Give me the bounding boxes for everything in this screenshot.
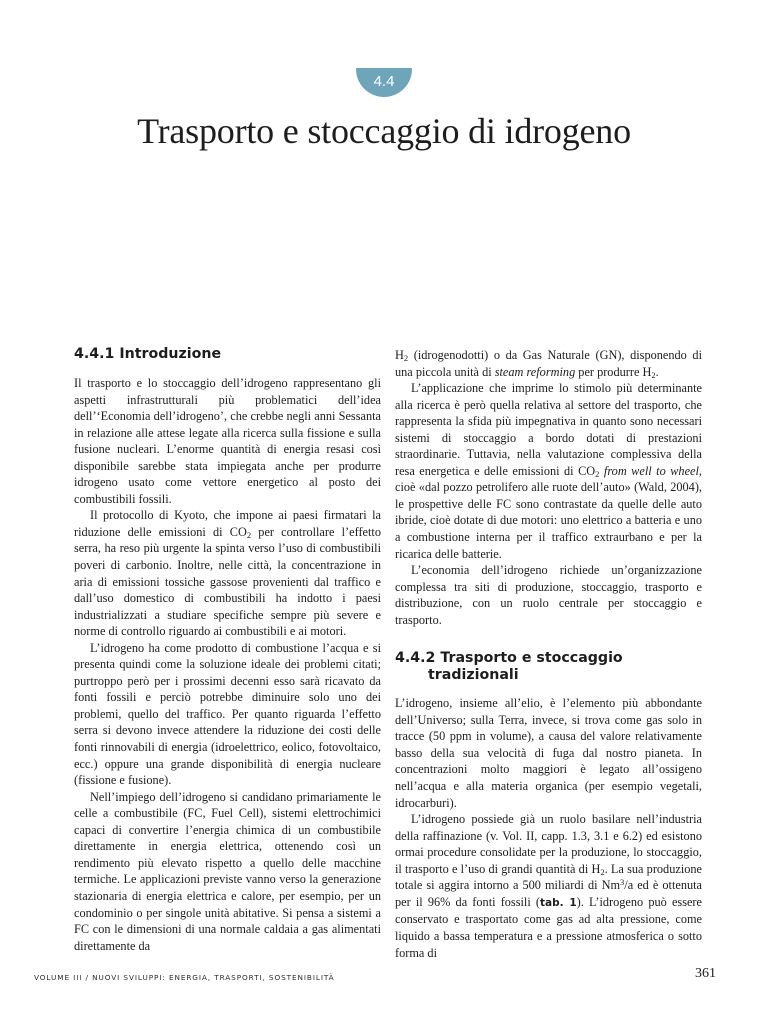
paragraph (74, 507, 381, 639)
italic-term: steam reforming (494, 364, 576, 379)
paragraph-text: L’applicazione che imprime lo stimolo più determinante alla ricerca è però quella relativa al settore del trasporto, che rappresenta la sfida più impegnativa in quanto sono necessari sistemi di stoccaggio a bordo dotati di prestazioni straordinarie. Tuttavia, nella valutazione complessiva della resa energetica e delle emissioni di CO (395, 381, 702, 478)
paragraph-text: Nell’impiego dell’idrogeno si candidano primariamente le celle a combustibile (FC, Fuel Cell), sistemi elettrochimici capaci di convertire l’energia chimica di un combustibile direttamente in energia elettrica, ottenendo così un rendimento più elevato rispetto a quello delle macchine termiche. Le applicazioni previste vanno verso la generazione stazionaria di energia elettrica e calore, per esempio, per un condominio o per singole unità abitative. Si pensa a sistemi a FC con le dimensioni di una normale caldaia a gas alimentati direttamente da (74, 789, 381, 953)
subscript: 2 (651, 369, 656, 380)
section-heading-trasporto (395, 650, 702, 684)
paragraph (395, 347, 702, 380)
paragraph-text: L’idrogeno possiede già un ruolo basilare nell’industria della raffinazione (v. Vol. II, capp. 1.3, 3.1 e 6.2) ed esistono ormai procedure consolidate per la produzione, lo stoccaggio, il trasporto e l’uso di grandi quantità di H (395, 812, 702, 876)
subscript: 2 (600, 866, 605, 877)
section-number: 4.4 (373, 73, 395, 90)
page-number: 361 (695, 966, 716, 981)
paragraph-text: H (395, 348, 404, 362)
paragraph (395, 695, 702, 811)
paragraph-text: L’idrogeno ha come prodotto di combustione l’acqua e si presenta quindi come la soluzione ideale dei problemi citati; purtroppo però per i prossimi decenni esso sarà ricavato da fonti fossili e perciò potrebbe diminuire solo uno dei problemi, quello del traffico. Per quanto riguarda l’effetto serra si devono invece attendere la riduzione dei costi delle fonti rinnovabili di energia (idroelettrico, eolico, fotovoltaico, ecc.) oppure una grande disponibilità di energia nucleare (fissione e fusione). (74, 640, 381, 788)
paragraph-text: /a ed è ottenuta per il 96% da fonti fossili ( (395, 878, 702, 909)
paragraph (74, 640, 381, 789)
subscript: 2 (403, 353, 409, 363)
italic-term: from well to wheel (603, 463, 699, 478)
section-number-badge (356, 68, 412, 97)
paragraph-text: L’economia dell’idrogeno richiede un’organizzazione complessa tra siti di produzione, stoccaggio, trasporto e distribuzione, con un ruolo centrale per stoccaggio e trasporto. (395, 563, 702, 627)
subscript: 2 (595, 468, 600, 479)
subscript: 2 (246, 529, 252, 540)
paragraph (74, 789, 381, 954)
superscript: 3 (620, 877, 625, 888)
heading-line: 4.4.2 Trasporto e stoccaggio (395, 650, 623, 667)
paragraph-text: , cioè «dal pozzo petrolifero alle ruote dell’auto» (Wald, 2004), le prospettive delle FC sono contrastate da quelle delle auto ibride, cioè dotate di due motori: uno elettrico a batteria e uno a combustione interna per il traffico extraurbano e per la ricarica delle batterie. (395, 463, 702, 561)
paragraph-text: Il trasporto e lo stoccaggio dell’idrogeno rappresentano gli aspetti infrastrutturali più problematici dell’idea dell’‘Economia dell’idrogeno’, che crebbe negli anni Sessanta in relazione alle attese legate alla ricerca sulla fissione e sulla fusione nucleari. L’enorme quantità di energia resasi così disponibile sarebbe stata impiegata anche per produrre idrogeno usato come vettore energetico al posto dei combustibili fossili. (74, 376, 381, 506)
chapter-title: Trasporto e stoccaggio di idrogeno (137, 111, 631, 151)
footer-volume: VOLUME III / NUOVI SVILUPPI: ENERGIA, TRASPORTI, SOSTENIBILITÀ (34, 973, 335, 982)
section-heading-introduzione: 4.4.1 Introduzione (74, 346, 222, 362)
paragraph (395, 811, 702, 961)
paragraph-text: . (655, 364, 659, 379)
paragraph-text: Il protocollo di Kyoto, che impone ai paesi firmatari la riduzione delle emissioni di CO (74, 508, 381, 539)
paragraph-text: . La sua produzione totale si aggira intorno a 500 miliardi di Nm (395, 861, 702, 893)
paragraph (395, 380, 702, 562)
right-column (395, 347, 702, 961)
paragraph-text: L’idrogeno, insieme all’elio, è l’elemento più abbondante dell’Universo; sulla Terra, invece, si trova come gas solo in tracce (50 ppm in volume), a causa del valore relativamente basso della sua velocità di fuga dal nostro pianeta. In concentrazioni molto maggiori è legato all’ossigeno nell’acqua e alla materia organica (per esempio vegetali, idrocarburi). (395, 696, 702, 810)
heading-line: tradizionali (428, 667, 519, 684)
table-reference: tab. 1 (540, 896, 577, 909)
paragraph (74, 375, 381, 507)
left-column (74, 346, 381, 954)
paragraph-text: (idrogenodotti) o da Gas Naturale (GN), disponendo di una piccola unità di (395, 348, 702, 379)
paragraph (395, 562, 702, 628)
paragraph-text: per controllare l’effetto serra, ha reso più urgente la spinta verso l’uso di combustibili poveri di carbonio. Inoltre, nelle città, la concentrazione in aria di emissioni tossiche gassose provenienti dal traffico e dall’uso domestico di combustibili ha indotto i paesi industrializzati a studiare specifiche sempre più severe e norme di controllo riguardo ai combustibili e ai motori. (74, 524, 381, 639)
paragraph-text: per produrre H (575, 364, 652, 379)
paragraph-text: ). L’idrogeno può essere conservato e trasportato come gas ad alta pressione, come liquido a bassa temperatura e a pressione atmosferica o sotto forma di (395, 894, 702, 960)
